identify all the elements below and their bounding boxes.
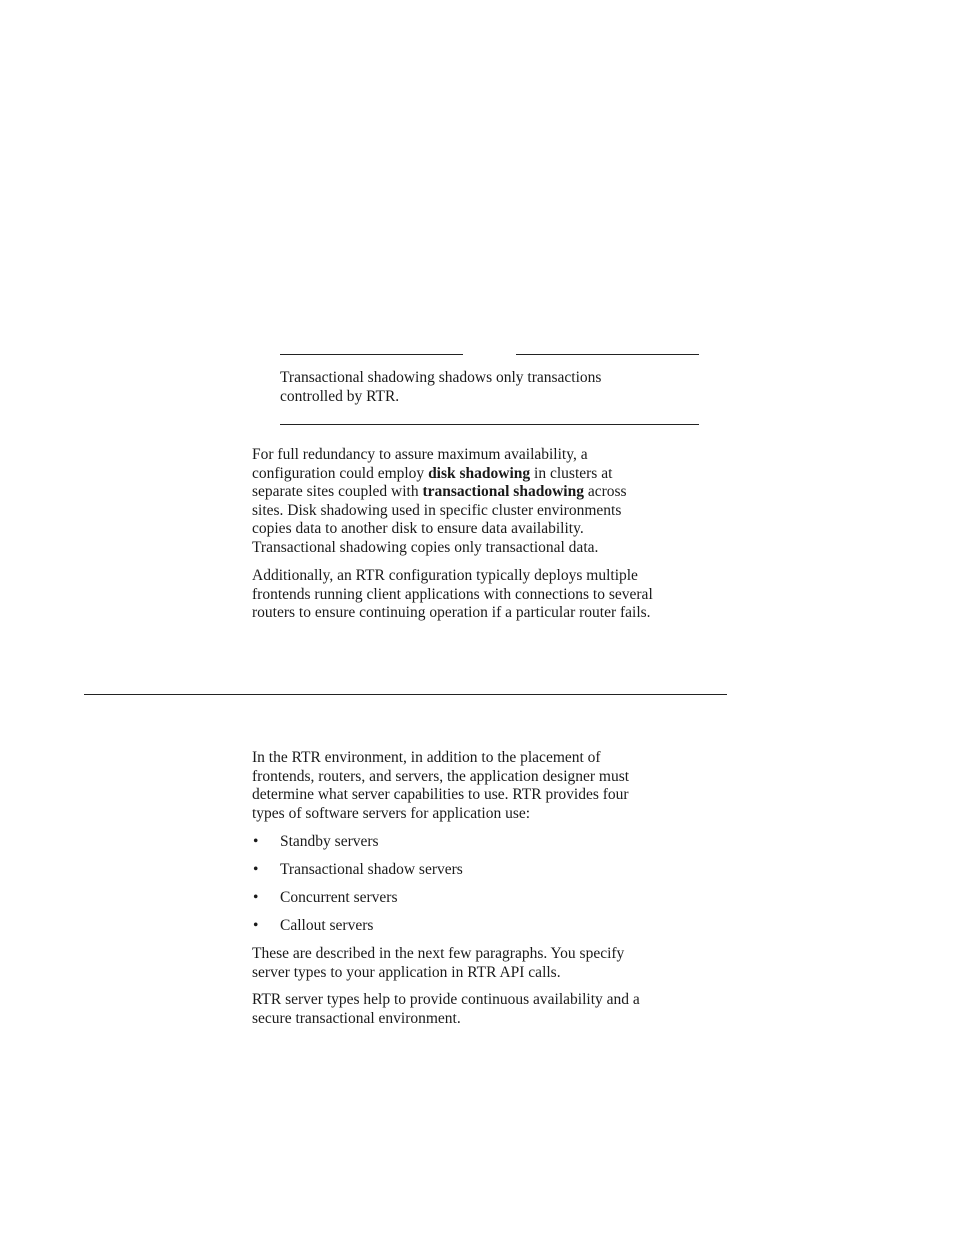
bullet-icon: •: [253, 833, 259, 850]
paragraph-line: server types to your application in RTR API calls.: [252, 963, 561, 981]
text-run: in clusters at: [530, 464, 613, 482]
note-text: [280, 369, 710, 406]
paragraph-line: types of software servers for application use:: [252, 804, 531, 822]
paragraph-line: For full redundancy to assure maximum availability, a: [252, 446, 588, 463]
paragraph-line: routers to ensure continuing operation if a particular router fails.: [252, 604, 651, 622]
server-types-list: [252, 833, 463, 945]
server-spec-paragraph: [252, 945, 732, 982]
redundancy-paragraph: [252, 446, 732, 558]
bold-term-transactional-shadowing: transactional shadowing: [422, 483, 584, 501]
list-item: [252, 861, 463, 889]
list-item: [252, 917, 463, 945]
paragraph-line: In the RTR environment, in addition to the placement of: [252, 749, 601, 766]
paragraph-line: frontends running client applications with connections to several: [252, 585, 653, 603]
bullet-icon: •: [253, 889, 259, 906]
text-run: separate sites coupled with: [252, 483, 423, 501]
paragraph-line: These are described in the next few paragraphs. You specify: [252, 945, 625, 962]
server-intro-paragraph: [252, 749, 732, 823]
bold-term-disk-shadowing: disk shadowing: [428, 464, 531, 482]
note-top-rule-left: [280, 354, 463, 355]
paragraph-line: frontends, routers, and servers, the application designer must: [252, 767, 630, 785]
server-availability-paragraph: [252, 991, 732, 1028]
note-bottom-rule: [280, 424, 699, 425]
list-item-label: Transactional shadow servers: [280, 861, 463, 878]
list-item-label: Callout servers: [280, 917, 374, 934]
bullet-icon: •: [253, 861, 259, 878]
paragraph-line: Additionally, an RTR configuration typically deploys multiple: [252, 567, 638, 584]
paragraph-line: sites. Disk shadowing used in specific cluster environments: [252, 501, 622, 519]
note-line: Transactional shadowing shadows only transactions: [280, 369, 602, 386]
configuration-paragraph: [252, 567, 732, 623]
paragraph-line: [252, 465, 732, 484]
paragraph-line: Transactional shadowing copies only transactional data.: [252, 538, 599, 556]
paragraph-line: secure transactional environment.: [252, 1009, 461, 1027]
paragraph-line: determine what server capabilities to use. RTR provides four: [252, 786, 629, 804]
note-top-rule-right: [516, 354, 699, 355]
paragraph-line: RTR server types help to provide continuous availability and a: [252, 991, 640, 1008]
paragraph-line: copies data to another disk to ensure data availability.: [252, 520, 584, 538]
text-run: across: [583, 483, 627, 501]
list-item: [252, 833, 463, 861]
paragraph-line: [252, 483, 732, 502]
bullet-icon: •: [253, 917, 259, 934]
section-divider: [84, 694, 727, 695]
note-line: controlled by RTR.: [280, 387, 400, 405]
list-item-label: Standby servers: [280, 833, 379, 850]
list-item-label: Concurrent servers: [280, 889, 398, 906]
list-item: [252, 889, 463, 917]
text-run: configuration could employ: [252, 464, 429, 482]
